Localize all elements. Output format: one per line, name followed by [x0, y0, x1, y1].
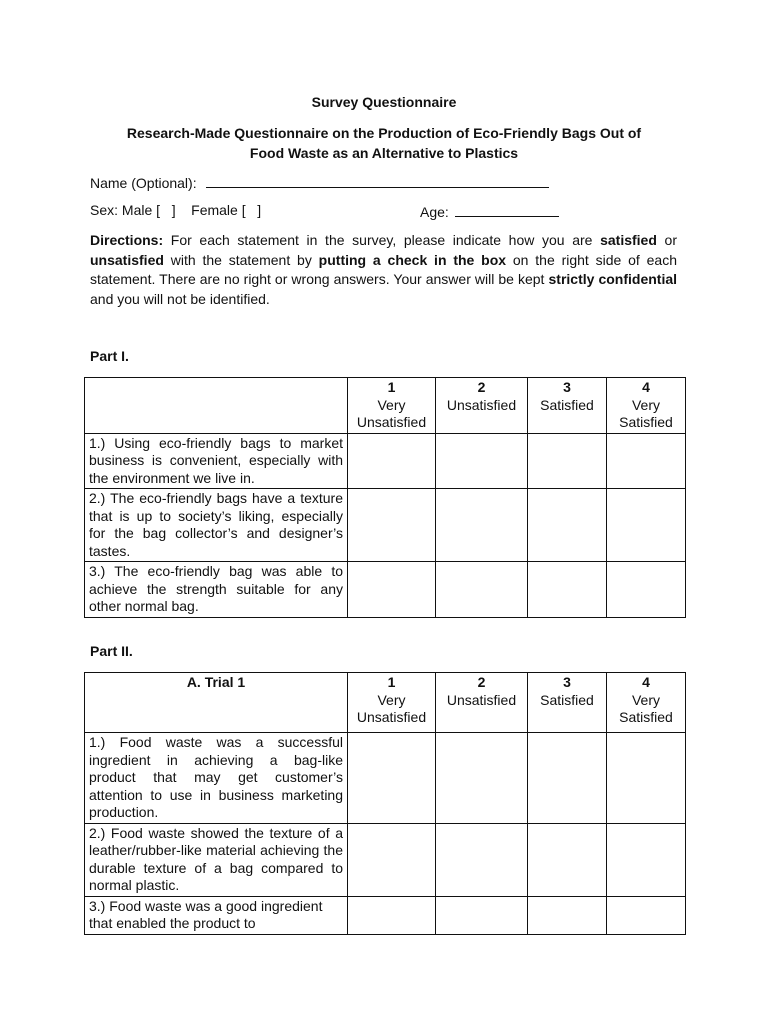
table-row [85, 433, 686, 489]
statement-cell: 1.) Food waste was a successful ingredient in achieving a bag-like product that may get customer’s attention to use in business marketing production. [85, 733, 348, 824]
age-label: Age: [420, 204, 449, 220]
sex-row [90, 202, 261, 218]
name-label: Name (Optional): [90, 175, 197, 191]
header-cell-3 [528, 673, 607, 733]
header-cell-1 [348, 673, 436, 733]
directions-text: or [656, 232, 677, 248]
checkbox-cell[interactable] [528, 433, 607, 489]
trial-title: A. Trial 1 [186, 674, 246, 690]
table-row [85, 489, 686, 562]
rating-number: 4 [642, 379, 650, 395]
directions-emphasis: satisfied [600, 232, 657, 248]
header-cell-2 [436, 378, 528, 434]
subtitle-line-2: Food Waste as an Alternative to Plastics [249, 145, 519, 161]
checkbox-cell[interactable] [528, 823, 607, 896]
document-title: Survey Questionnaire [311, 94, 457, 110]
checkbox-cell[interactable] [348, 823, 436, 896]
checkbox-cell[interactable] [436, 489, 528, 562]
table-header-row [85, 673, 686, 733]
rating-number: 1 [387, 379, 396, 395]
rating-label: Very Satisfied [619, 691, 673, 725]
rating-label: Very Unsatisfied [356, 691, 427, 725]
statement-cell: 2.) The eco-friendly bags have a texture that is up to society’s liking, especially for the bag collector’s and designer’s tastes. [85, 489, 348, 562]
table-header-row [85, 378, 686, 434]
rating-label: Very Satisfied [619, 396, 673, 430]
directions-emphasis: putting a check in the box [318, 251, 507, 268]
checkbox-cell[interactable] [607, 562, 686, 618]
age-row [420, 202, 559, 220]
statement-cell: 3.) Food waste was a good ingredient that enabled the product to [85, 896, 348, 934]
checkbox-cell[interactable] [607, 823, 686, 896]
statement-cell: 1.) Using eco-friendly bags to market business is convenient, especially with the environment we live in. [85, 433, 348, 489]
checkbox-cell[interactable] [348, 733, 436, 824]
part-1-heading: Part I. [90, 348, 129, 364]
name-row [90, 173, 549, 191]
document-subtitle [84, 123, 684, 163]
directions-text: For each statement in the survey, please indicate how you are [163, 232, 601, 248]
rating-label: Unsatisfied [446, 396, 517, 413]
subtitle-line-1: Research-Made Questionnaire on the Production of Eco-Friendly Bags Out of [126, 125, 642, 141]
directions-text: on the right side of each statement. There are no right or wrong answers. Your answer will be kept [90, 251, 677, 288]
checkbox-cell[interactable] [607, 896, 686, 934]
checkbox-cell[interactable] [348, 562, 436, 618]
header-cell-3 [528, 378, 607, 434]
directions-text: with the statement by [163, 251, 319, 268]
checkbox-cell[interactable] [528, 733, 607, 824]
checkbox-cell[interactable] [348, 433, 436, 489]
header-cell-1 [348, 378, 436, 434]
checkbox-cell[interactable] [436, 433, 528, 489]
checkbox-cell[interactable] [348, 489, 436, 562]
table-row [85, 823, 686, 896]
table-row [85, 896, 686, 934]
rating-number: 2 [477, 674, 486, 690]
header-cell-2 [436, 673, 528, 733]
rating-number: 2 [477, 379, 486, 395]
header-cell-4 [607, 378, 686, 434]
checkbox-cell[interactable] [436, 823, 528, 896]
sex-label: Sex: Male [ ] Female [ ] [90, 202, 262, 218]
header-cell-4 [607, 673, 686, 733]
rating-label: Satisfied [540, 691, 594, 708]
checkbox-cell[interactable] [528, 489, 607, 562]
directions-emphasis: strictly confidential [548, 271, 678, 288]
rating-number: 1 [387, 674, 396, 690]
checkbox-cell[interactable] [607, 433, 686, 489]
checkbox-cell[interactable] [348, 896, 436, 934]
checkbox-cell[interactable] [607, 733, 686, 824]
directions-text: and you will not be identified. [90, 290, 270, 307]
rating-label: Very Unsatisfied [356, 396, 427, 430]
section-title-cell [85, 673, 348, 733]
part-1-table [84, 377, 686, 618]
checkbox-cell[interactable] [528, 562, 607, 618]
checkbox-cell[interactable] [436, 562, 528, 618]
rating-number: 4 [642, 674, 650, 690]
rating-label: Unsatisfied [446, 691, 517, 708]
rating-label: Satisfied [540, 396, 594, 413]
checkbox-cell[interactable] [436, 896, 528, 934]
directions-emphasis: unsatisfied [90, 251, 164, 268]
table-row [85, 562, 686, 618]
checkbox-cell[interactable] [436, 733, 528, 824]
header-blank-cell [85, 378, 348, 434]
checkbox-cell[interactable] [528, 896, 607, 934]
name-blank[interactable] [206, 173, 549, 188]
statement-cell: 2.) Food waste showed the texture of a leather/rubber-like material achieving the durable texture of a bag compared to normal plastic. [85, 823, 348, 896]
table-row [85, 733, 686, 824]
statement-cell: 3.) The eco-friendly bag was able to achieve the strength suitable for any other normal bag. [85, 562, 348, 618]
checkbox-cell[interactable] [607, 489, 686, 562]
directions-label: Directions: [90, 232, 164, 248]
part-2-table [84, 672, 686, 935]
rating-number: 3 [563, 379, 571, 395]
age-blank[interactable] [455, 202, 559, 217]
part-2-heading: Part II. [90, 643, 133, 659]
rating-number: 3 [563, 674, 571, 690]
directions-paragraph [90, 231, 677, 309]
